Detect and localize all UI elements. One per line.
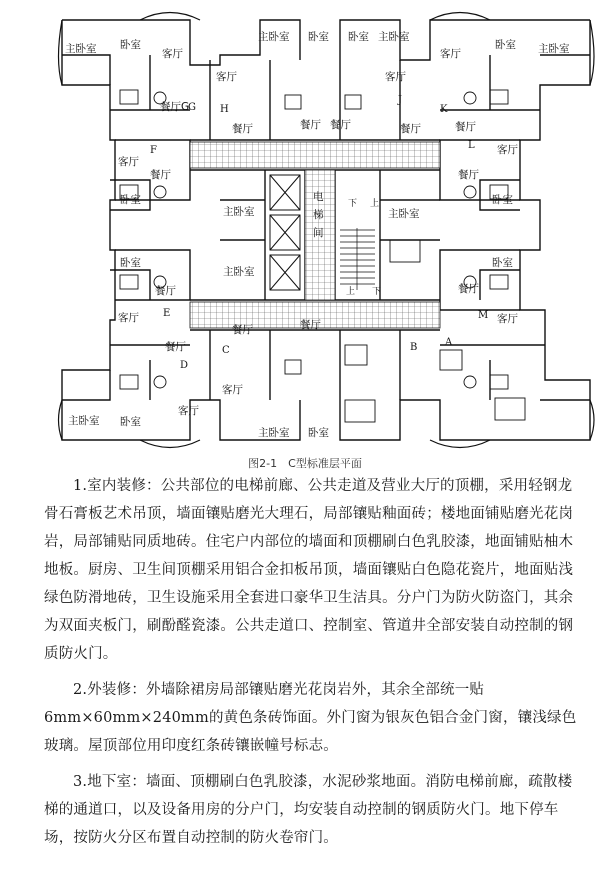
room-label: 主卧室 [258,427,290,439]
room-label: 主卧室 [538,43,570,55]
unit-letter: C [222,345,230,356]
room-label: 卧室 [308,31,329,43]
room-label: 餐厅 [155,285,176,297]
room-label: 卧室 [495,39,516,51]
room-labels [65,30,570,439]
room-label: 餐厅 [300,319,321,331]
room-label: 主卧室 [65,43,97,55]
room-label: 卧室 [120,257,141,269]
room-label: 客厅 [178,405,199,417]
unit-letter: J [398,95,403,106]
paragraph-interior: 1.室内装修：公共部位的电梯前廊、公共走道及营业大厅的顶棚，采用轻钢龙骨石膏板艺术吊顶，墙面镶贴磨光大理石，局部镶贴釉面砖；楼地面铺贴磨光花岗岩，局部铺贴同质地砖。住宅户内部位的墙面和顶棚刷白色乳胶漆，地面铺贴柚木地板。厨房、卫生间顶棚采用铝合金扣板吊顶，墙面镶贴白色隐花瓷片，地面贴浅绿色防滑地砖，卫生设施采用全套进口豪华卫生洁具。分户门为防火防盗门，其余为双面夹板门，刷酚醛瓷漆。公共走道口、控制室、管道井全部安装自动控制的钢质防火门。 [44,478,574,662]
room-label: 主卧室 [378,31,410,43]
room-label: 餐厅 [232,324,253,336]
room-label: 电 [313,191,324,203]
room-label: 上 [346,287,356,297]
room-label: 客厅 [497,313,518,325]
room-label: 卧室 [120,194,141,206]
unit-letter: E [163,308,171,319]
room-label: 餐厅 [458,169,479,181]
room-label: 梯 [313,209,324,221]
unit-letter: B [410,342,418,353]
room-label: 餐厅G [160,101,190,113]
room-label: 餐厅 [455,121,476,133]
room-label: 餐厅 [330,119,351,131]
room-label: 客厅 [385,71,406,83]
room-label: 餐厅 [300,119,321,131]
room-label: 下 [348,199,358,209]
room-label: 主卧室 [223,206,255,218]
room-label: 间 [313,227,324,239]
room-label: 主卧室 [258,31,290,43]
room-label: 卧室 [492,257,513,269]
room-label: 主卧室 [388,208,420,220]
room-label: 客厅 [118,312,139,324]
room-label: 卧室 [120,39,141,51]
room-label: 客厅 [216,71,237,83]
room-label: 客厅 [497,144,518,156]
room-label: 餐厅 [165,341,186,353]
unit-letter: G [188,102,196,113]
paragraph-exterior: 2.外装修：外墙除裙房局部镶贴磨光花岗岩外，其余全部统一贴 6mm×60mm×240mm的黄色条砖饰面。外门窗为银灰色铝合金门窗，镶浅绿色玻璃。屋顶部位用印度红条砖镶嵌幢号标志。 [44,682,577,754]
room-label: 主卧室 [68,415,100,427]
room-label: 卧室 [120,416,141,428]
room-label: 餐厅 [232,123,253,135]
unit-letter: A [445,337,453,348]
room-label: 主卧室 [223,266,255,278]
room-label: 卧室 [348,31,369,43]
room-label: 卧室 [308,427,329,439]
room-label: 餐厅 [400,123,421,135]
figure-caption: 图2-1 C型标准层平面 [248,457,362,470]
room-label: 客厅 [440,48,461,60]
paragraph-basement: 3.地下室：墙面、顶棚刷白色乳胶漆，水泥砂浆地面。消防电梯前廊，疏散楼梯的通道口，以及设备用房的分户门，均安装自动控制的钢质防火门。地下停车场，按防火分区布置自动控制的防火卷帘门。 [44,774,573,846]
unit-letter: H [220,104,229,115]
room-label: 餐厅 [458,283,479,295]
room-label: 餐厅 [150,169,171,181]
room-label: 客厅 [118,156,139,168]
unit-letter: F [150,145,157,156]
unit-letter: L [468,140,475,151]
unit-letter: M [478,310,489,321]
room-label: 客厅 [222,384,243,396]
unit-letter: D [180,360,189,371]
room-label: 下 [372,287,382,297]
room-label: 卧室 [492,194,513,206]
unit-letter: K [440,104,448,115]
room-label: 客厅 [162,48,183,60]
room-label: 上 [370,199,380,209]
